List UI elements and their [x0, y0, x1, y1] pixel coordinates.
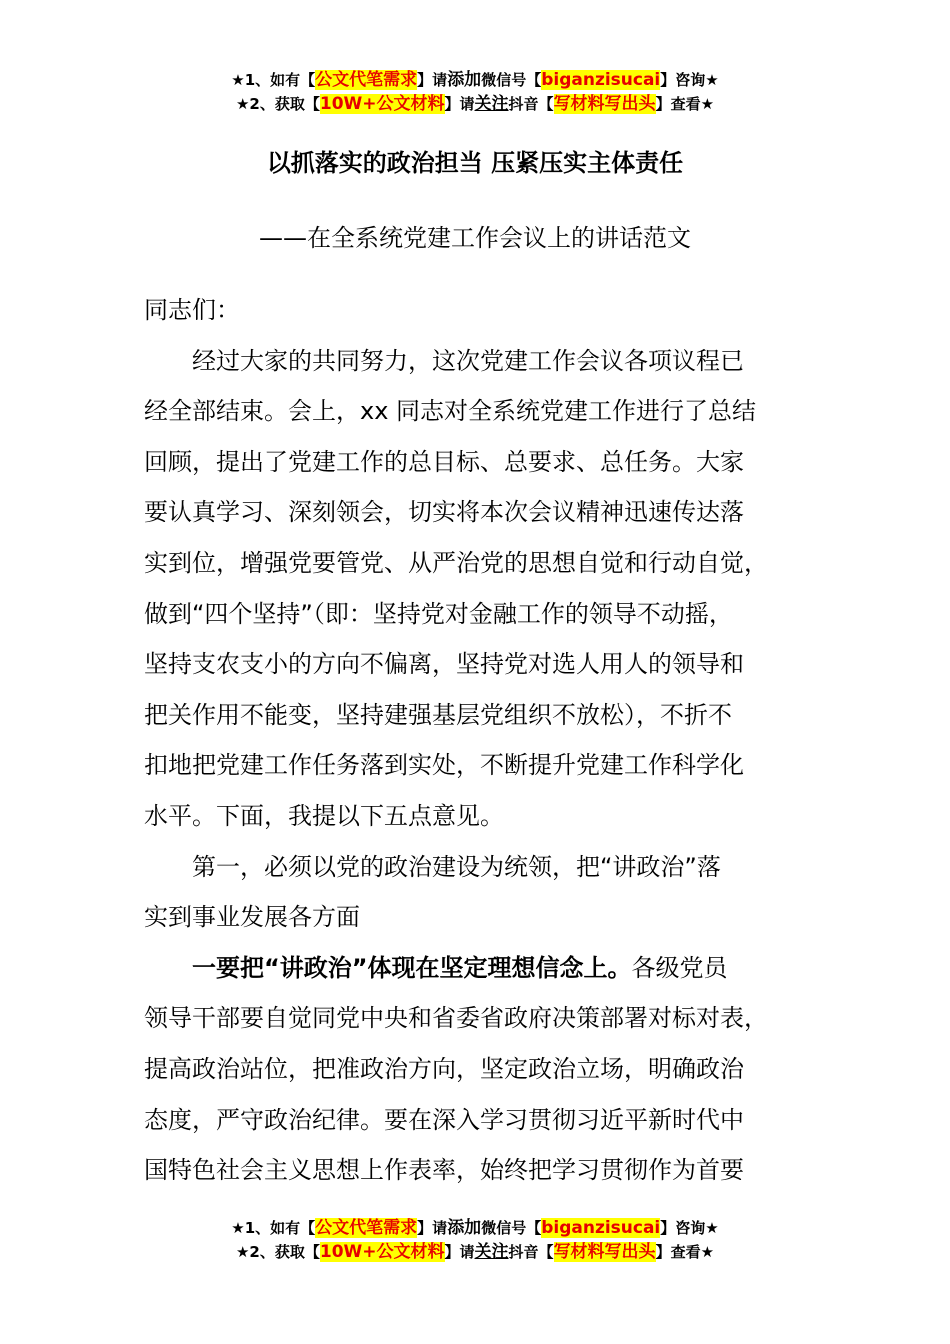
banner-emphasis: 关注	[474, 94, 509, 114]
body-line: 第一，必须以党的政治建设为统领，把“讲政治”落	[144, 852, 721, 881]
banner-highlight: 写材料写出头	[553, 1242, 656, 1262]
document-title: 以抓落实的政治担当 压紧压实主体责任	[266, 149, 684, 177]
body-line: 实到位，增强党要管党、从严治党的思想自觉和行动自觉，	[144, 548, 768, 577]
body-line: 同志们：	[144, 296, 240, 324]
banner-highlight: biganzisucai	[541, 1218, 661, 1238]
banner-line-2	[0, 92, 950, 116]
body-line: 实到事业发展各方面	[144, 903, 360, 932]
banner-text: 微信号【	[481, 1219, 542, 1237]
body-line: 扣地把党建工作任务落到实处，不断提升党建工作科学化	[144, 751, 744, 780]
banner-emphasis: 添加	[447, 70, 482, 90]
document-subtitle: ——在全系统党建工作会议上的讲话范文	[259, 224, 691, 252]
body-line: 经全部结束。会上，xx 同志对全系统党建工作进行了总结	[144, 397, 757, 426]
banner-text: 】查看★	[655, 95, 715, 113]
banner-line-1	[0, 68, 950, 92]
banner-highlight: 公文代笔需求	[315, 1218, 418, 1238]
banner-text: 】咨询★	[660, 1219, 719, 1237]
banner-text: 】咨询★	[660, 71, 719, 89]
body-line: 坚持支农支小的方向不偏离，坚持党对选人用人的领导和	[144, 650, 744, 679]
body-line: 国特色社会主义思想上作表率，始终把学习贯彻作为首要	[144, 1156, 744, 1185]
body-line: 经过大家的共同努力，这次党建工作会议各项议程已	[144, 346, 744, 375]
banner-text: ★2、获取【	[235, 95, 320, 113]
banner-text: 微信号【	[481, 71, 542, 89]
section-heading: 一要把“讲政治”体现在坚定理想信念上。	[144, 953, 632, 982]
header-banner	[0, 68, 950, 116]
banner-text: ★1、如有【	[231, 1219, 316, 1237]
banner-text: 抖音【	[508, 1243, 554, 1261]
banner-highlight: 写材料写出头	[553, 94, 656, 114]
banner-text: 】请	[444, 95, 475, 113]
body-line: 水平。下面，我提以下五点意见。	[144, 801, 504, 830]
banner-text: ★2、获取【	[235, 1243, 320, 1261]
body-line: 把关作用不能变，坚持建强基层党组织不放松），不折不	[144, 700, 732, 729]
banner-line-2	[0, 1240, 950, 1264]
banner-text: 】查看★	[655, 1243, 715, 1261]
body-line: 态度，严守政治纪律。要在深入学习贯彻习近平新时代中	[144, 1105, 744, 1134]
banner-text: ★1、如有【	[231, 71, 316, 89]
banner-highlight: 10W+公文材料	[319, 1242, 445, 1262]
document-body	[144, 285, 824, 1196]
banner-highlight: 10W+公文材料	[319, 94, 445, 114]
body-text: 各级党员	[631, 953, 728, 982]
banner-highlight: 公文代笔需求	[315, 70, 418, 90]
body-line: 回顾，提出了党建工作的总目标、总要求、总任务。大家	[144, 447, 744, 476]
body-line-bold	[144, 943, 824, 994]
banner-highlight: biganzisucai	[541, 70, 661, 90]
banner-emphasis: 添加	[447, 1218, 482, 1238]
footer-banner	[0, 1216, 950, 1264]
banner-text: 】请	[417, 1219, 448, 1237]
banner-emphasis: 关注	[474, 1242, 509, 1262]
banner-line-1	[0, 1216, 950, 1240]
body-line: 要认真学习、深刻领会，切实将本次会议精神迅速传达落	[144, 498, 744, 527]
banner-text: 】请	[444, 1243, 475, 1261]
banner-text: 抖音【	[508, 95, 554, 113]
body-line: 做到“四个坚持”（即：坚持党对金融工作的领导不动摇，	[144, 599, 733, 628]
body-line: 提高政治站位，把准政治方向，坚定政治立场，明确政治	[144, 1054, 744, 1083]
banner-text: 】请	[417, 71, 448, 89]
body-line: 领导干部要自觉同党中央和省委省政府决策部署对标对表，	[144, 1004, 768, 1033]
